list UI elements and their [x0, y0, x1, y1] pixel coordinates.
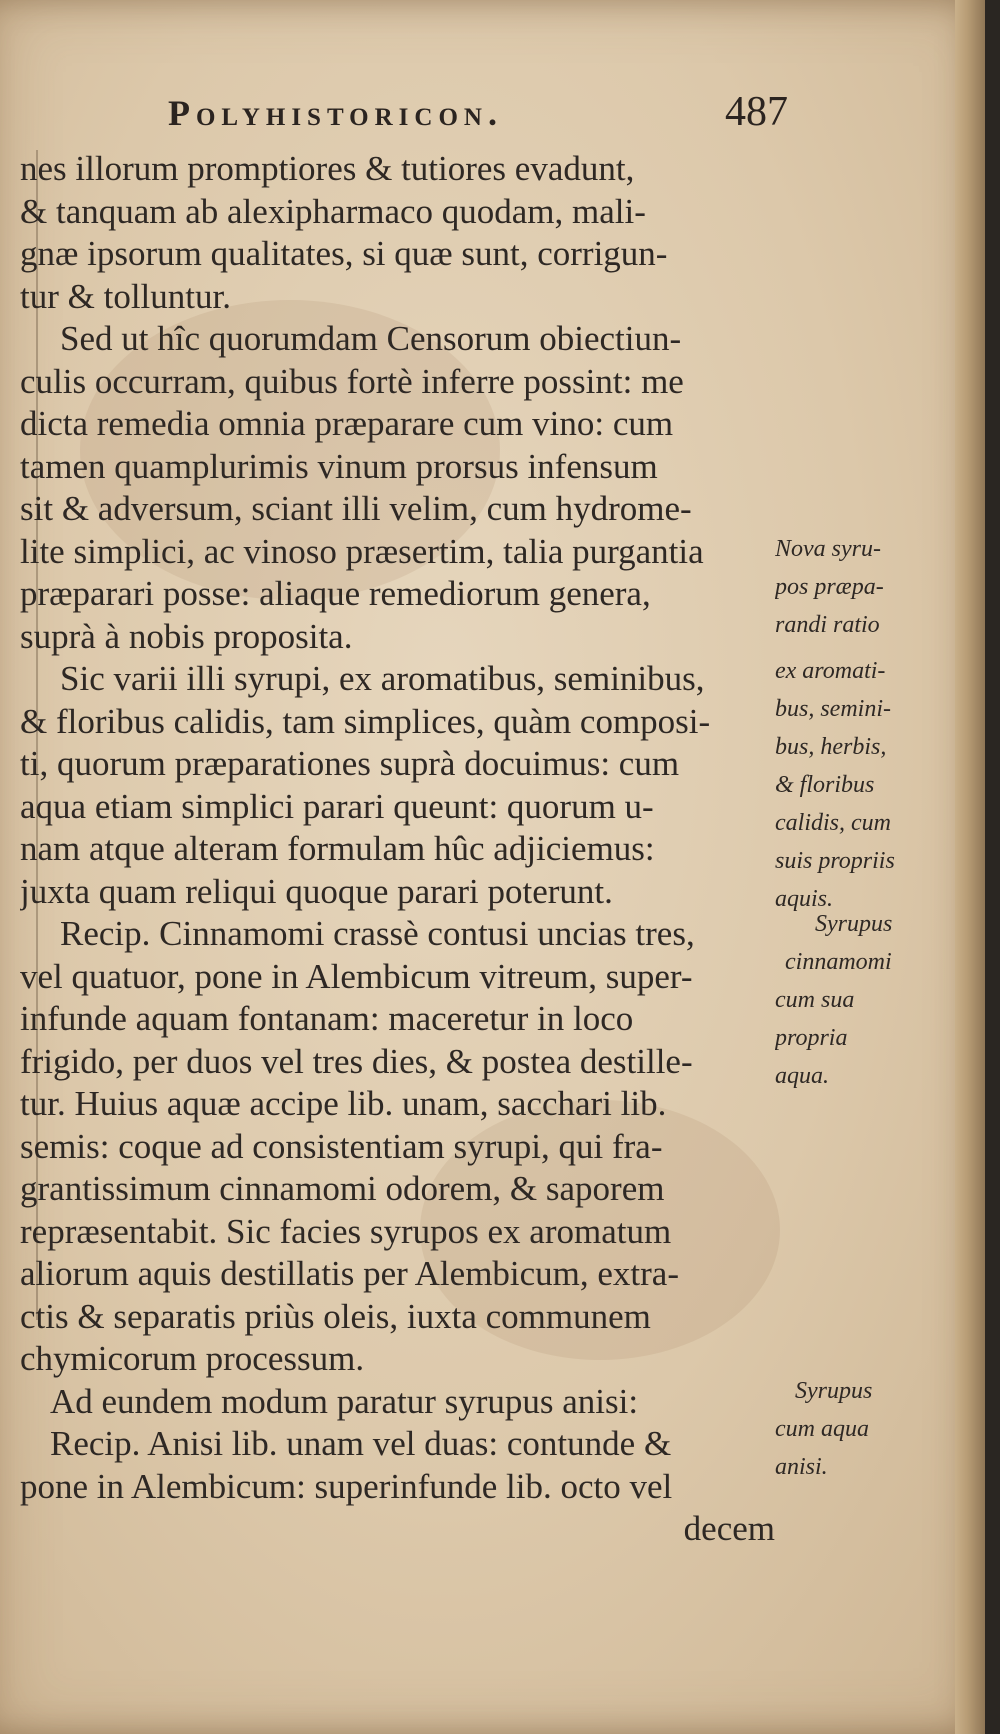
marginal-note-line: randi ratio — [775, 612, 880, 638]
text-line: & floribus calidis, tam simplices, quàm composi- — [20, 701, 711, 741]
text-line: lite simplici, ac vinoso præsertim, talia purgantia — [20, 531, 704, 571]
marginal-note-line: & floribus — [775, 772, 875, 798]
main-text — [20, 148, 775, 1551]
marginal-note — [775, 1372, 960, 1486]
text-line: ctis & separatis priùs oleis, iuxta communem — [20, 1296, 651, 1336]
text-line: Recip. Cinnamomi crassè contusi uncias tres, — [60, 914, 695, 953]
marginal-note-line: propria — [775, 1025, 848, 1051]
catchword: decem — [683, 1509, 775, 1548]
marginal-note-line: Syrupus — [815, 911, 893, 937]
text-line: & tanquam ab alexipharmaco quodam, mali- — [20, 191, 646, 231]
marginal-note-line: aqua. — [775, 1063, 829, 1089]
text-line: dicta remedia omnia præparare cum vino: cum — [20, 404, 674, 443]
text-line: nes illorum promptiores & tutiores evadunt, — [20, 149, 635, 188]
text-line: Sed ut hîc quorumdam Censorum obiectiun- — [60, 319, 682, 358]
text-line: tamen quamplurimis vinum prorsus infensum — [20, 446, 658, 486]
text-line: suprà à nobis proposita. — [20, 616, 353, 656]
text-line: gnæ ipsorum qualitates, si quæ sunt, corrigun- — [20, 234, 668, 273]
text-line: juxta quam reliqui quoque parari poterunt. — [20, 871, 613, 911]
page-edge — [955, 0, 985, 1734]
text-line: aliorum aquis destillatis per Alembicum, extra- — [20, 1254, 680, 1293]
marginal-note — [775, 652, 960, 918]
text-line: ti, quorum præparationes suprà docuimus: cum — [20, 744, 680, 783]
marginal-note-line: bus, herbis, — [775, 734, 887, 760]
text-line: chymicorum processum. — [20, 1339, 365, 1378]
text-line: Ad eundem modum paratur syrupus anisi: — [50, 1381, 639, 1421]
text-line: semis: coque ad consistentiam syrupi, qui fra- — [20, 1126, 663, 1166]
marginal-note-line: anisi. — [775, 1454, 828, 1480]
text-line: pone in Alembicum: superinfunde lib. octo vel — [20, 1466, 673, 1506]
marginal-note-line: suis propriis — [775, 848, 895, 874]
marginal-note-line: aquis. — [775, 886, 834, 912]
running-title: Polyhistoricon. — [168, 93, 503, 133]
marginal-note-line: calidis, cum — [775, 810, 891, 836]
marginal-note-line: ex aromati- — [775, 658, 886, 684]
marginal-note — [775, 530, 960, 644]
marginal-note-line: pos præpa- — [775, 574, 884, 600]
text-line: tur. Huius aquæ accipe lib. unam, sacchari lib. — [20, 1084, 667, 1123]
marginal-note-line: cum sua — [775, 987, 855, 1013]
marginal-note-line: Nova syru- — [775, 536, 881, 562]
text-line: sit & adversum, sciant illi velim, cum hydrome- — [20, 489, 692, 528]
text-line: præparari posse: aliaque remediorum genera, — [20, 574, 651, 613]
marginal-note-line: bus, semini- — [775, 696, 891, 722]
text-line: nam atque alteram formulam hûc adjiciemus: — [20, 829, 655, 868]
text-line: infunde aquam fontanam: maceretur in loco — [20, 999, 634, 1038]
text-line: tur & tolluntur. — [20, 276, 231, 316]
text-line: aqua etiam simplici parari queunt: quorum u- — [20, 786, 654, 826]
page-number: 487 — [725, 89, 788, 135]
text-line: Recip. Anisi lib. unam vel duas: contunde & — [50, 1424, 672, 1463]
marginal-note-line: Syrupus — [795, 1378, 873, 1404]
text-line: repræsentabit. Sic facies syrupos ex aromatum — [20, 1211, 672, 1251]
marginal-note — [775, 905, 960, 1095]
text-line: grantissimum cinnamomi odorem, & saporem — [20, 1169, 665, 1208]
marginal-note-line: cinnamomi — [785, 949, 892, 975]
text-line: frigido, per duos vel tres dies, & postea destille- — [20, 1041, 693, 1081]
text-line: Sic varii illi syrupi, ex aromatibus, seminibus, — [60, 659, 705, 698]
page-header — [168, 89, 788, 152]
text-line: vel quatuor, pone in Alembicum vitreum, super- — [20, 956, 693, 996]
marginal-note-line: cum aqua — [775, 1416, 869, 1442]
text-line: culis occurram, quibus fortè inferre possint: me — [20, 361, 684, 401]
